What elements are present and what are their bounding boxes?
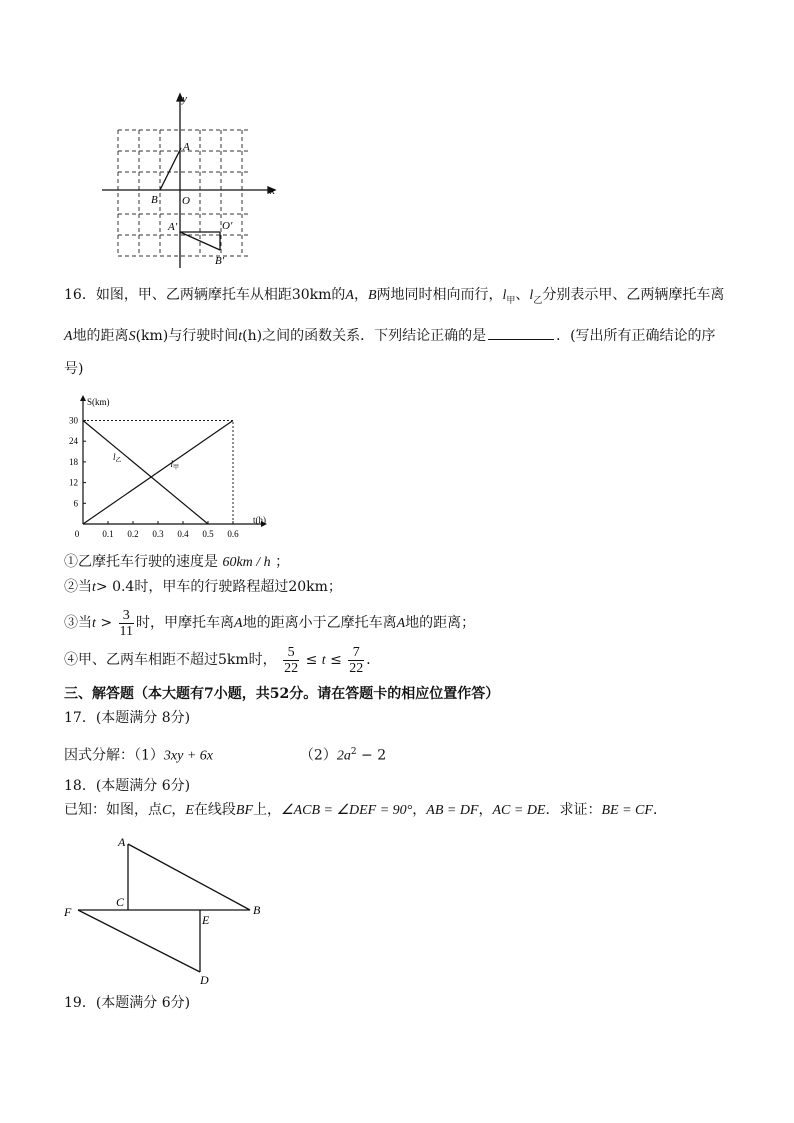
option-3-text-b: 时，甲摩托车离 (136, 615, 235, 631)
grid-figure (98, 90, 283, 272)
q16-line-2 (64, 325, 716, 347)
q16-text-2: 两地同时相向而行， (376, 287, 503, 303)
option-4-denominator-1: 22 (284, 660, 299, 676)
chart-origin-label: 0 (74, 529, 80, 539)
fig18-label-a: A (118, 835, 126, 849)
q17-expr-2-rest: − 2 (356, 747, 387, 764)
q18-segment-bf: BF (235, 803, 254, 818)
option-1-text-a: ①乙摩托车行驶的速度是 (64, 554, 218, 570)
chart-x-label: t(h) (253, 515, 266, 525)
chart-y-arrow (80, 395, 86, 401)
q18-header: 18．(本题满分 6分) (64, 778, 191, 794)
option-3-text-c: 地的距离小于乙摩托车离 (242, 615, 397, 631)
q17-header: 17．(本题满分 8分) (64, 710, 191, 726)
section-heading: 三、解答题（本大题有7小题，共52分。请在答题卡的相应位置作答） (64, 686, 500, 702)
option-3-text-d: 地的距离； (405, 615, 476, 631)
q16-line2-text-d: ．(写出所有正确结论的序 (556, 328, 716, 344)
q18-body (64, 800, 667, 821)
x-tick-label-1: 0.2 (127, 529, 139, 539)
option-4-numerator-2: 7 (348, 645, 364, 661)
q18-comma-1: ， (171, 802, 186, 818)
q17-body (64, 742, 386, 767)
q18-text-4: ．求证： (545, 802, 602, 818)
label-o-prime: O′ (222, 220, 233, 232)
option-4-numerator-1: 5 (283, 645, 299, 661)
q16-var-t: t (238, 329, 243, 344)
label-b-prime: B′ (215, 255, 225, 267)
triangles-figure (60, 830, 275, 990)
x-tick-label-5: 0.6 (227, 529, 239, 539)
segment-ab (160, 148, 181, 190)
option-2 (64, 577, 342, 598)
q17-expr-2-base: 2a (336, 748, 351, 764)
series-line-0 (83, 421, 208, 525)
label-a-prime: A′ (168, 221, 178, 233)
chart-y-label: S(km) (87, 397, 110, 407)
option-4-text-b: 时， (248, 652, 277, 668)
q17-expr-1: 3xy + 6x (163, 748, 214, 764)
option-1 (64, 552, 289, 573)
q18-comma-2: ， (412, 802, 427, 818)
q18-angles: ∠ACB = ∠DEF = 90° (281, 803, 413, 818)
q16-line2-text-b: 与行驶时间 (168, 328, 239, 344)
option-4-distance: 5km (218, 652, 249, 668)
q16-l-jia-sub: 甲 (506, 295, 516, 306)
y-tick-label-1: 12 (69, 477, 78, 488)
option-4-var-t: t (321, 653, 326, 668)
x-tick-label-0: 0.1 (102, 529, 114, 539)
q16-line3-text: 号) (64, 361, 84, 377)
q16-unit-h: (h) (242, 328, 263, 344)
option-4-text-a: ④甲、乙两车相距不超过 (64, 652, 218, 668)
q18-point-c: C (162, 803, 172, 818)
option-3-numerator: 3 (119, 608, 134, 624)
q16-text-1: 16．如图，甲、乙两辆摩托车从相距30km的 (64, 287, 346, 303)
q16-l-yi: l (529, 288, 534, 303)
label-a: A (183, 141, 190, 153)
q16-point-a: A (345, 288, 354, 303)
fig18-label-c: C (116, 895, 125, 909)
segment-a2b2 (180, 232, 220, 250)
q16-line-3 (64, 359, 83, 379)
q18-text-2: 在线段 (193, 802, 236, 818)
option-2-condition: > 0.4 (95, 579, 135, 595)
series-line-1 (83, 421, 233, 525)
q16-text-3: 分别表示甲、乙两辆摩托车离 (542, 287, 725, 303)
q16-line-1 (64, 285, 724, 311)
option-4-le-2: ≤ (330, 652, 342, 668)
q18-eq-2: AC = DE (492, 803, 546, 818)
x-tick-label-4: 0.5 (202, 529, 214, 539)
option-1-end: ； (275, 554, 290, 570)
option-4-end: ． (366, 652, 381, 668)
q18-point-e: E (185, 803, 194, 818)
option-3 (64, 606, 475, 641)
label-b: B (151, 194, 158, 206)
option-3-gt: > (100, 615, 113, 631)
q18-text-1: 已知：如图，点 (64, 802, 162, 818)
q16-l-yi-sub: 乙 (533, 295, 543, 306)
x-tick-label-2: 0.3 (152, 529, 164, 539)
q18-end: ． (652, 802, 667, 818)
q16-separator: ， (353, 287, 368, 303)
segment-ab2 (128, 844, 250, 910)
series-label-1: $l_甲$ (170, 459, 180, 472)
distance-time-chart (60, 392, 280, 544)
series-label-0: $l_乙$ (113, 452, 122, 465)
q17-item-1-label: 因式分解：（1） (64, 747, 164, 764)
q17-expr-2-exp: 2 (350, 747, 357, 757)
fig18-label-f: F (64, 905, 72, 919)
q16-point-b: B (367, 288, 377, 303)
q18-comma-3: ， (478, 802, 493, 818)
q19-header: 19．(本题满分 6分) (64, 995, 191, 1011)
option-3-point-a2: A (396, 616, 406, 631)
option-4-denominator-2: 22 (349, 660, 364, 676)
option-4-fraction-2 (348, 645, 364, 676)
option-3-denominator: 11 (119, 623, 134, 639)
x-tick-label-3: 0.4 (177, 529, 189, 539)
q16-line2-text-a: 地的距离 (72, 328, 129, 344)
fig18-label-e: E (202, 913, 210, 927)
q16-dun: 、 (515, 287, 530, 303)
q16-l-jia: l (502, 288, 507, 303)
y-tick-label-0: 6 (73, 498, 78, 509)
option-2-var-t: t (92, 580, 96, 595)
q16-unit-km: (km) (135, 328, 169, 344)
q17-item-2-label: （2） (299, 747, 337, 764)
label-o: O (182, 195, 190, 207)
label-x: x (270, 185, 275, 197)
option-3-text-a: ③当 (64, 615, 92, 631)
option-4-fraction-1 (283, 645, 299, 676)
fig18-label-d: D (200, 973, 209, 987)
option-2-text-a: ②当 (64, 579, 92, 595)
q18-eq-3: BE = CF (601, 803, 653, 818)
q18-text-3: 上， (253, 802, 282, 818)
q18-eq-1: AB = DF (426, 803, 479, 818)
label-y: y (182, 93, 187, 105)
y-tick-label-4: 30 (69, 415, 78, 426)
option-4 (64, 643, 380, 678)
option-2-distance: 20km (288, 579, 328, 595)
fig18-label-b: B (253, 903, 261, 917)
option-3-point-a1: A (234, 616, 243, 631)
q16-line2-text-c: 之间的函数关系．下列结论正确的是 (262, 328, 487, 344)
q16-var-s: S (128, 329, 136, 344)
q16-line2-a: A (64, 329, 73, 344)
option-2-text-b: 时，甲车的行驶路程超过 (134, 579, 289, 595)
answer-blank[interactable] (488, 325, 554, 340)
segment-fd (78, 910, 200, 972)
option-1-speed: 60km / h (222, 555, 271, 570)
option-4-le-1: ≤ (305, 652, 318, 668)
y-tick-label-3: 24 (69, 436, 78, 447)
option-3-fraction (119, 608, 134, 639)
y-tick-label-2: 18 (69, 456, 78, 467)
option-2-end: ； (327, 579, 342, 595)
option-3-var-t: t (92, 616, 96, 631)
